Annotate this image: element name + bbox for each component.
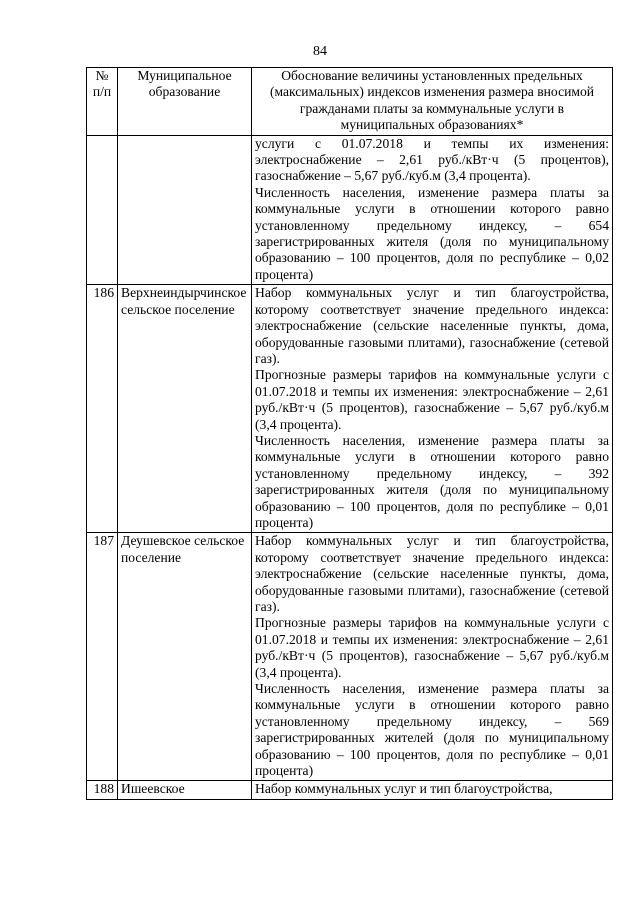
justification-paragraph: Численность населения, изменение размера платы за коммунальные услуги в отношении которого равно установленному предельному индексу, – 654 зарегистрированных жителя (доля по муниципальному образованию – 100 процентов, доля по республике – 0,02 процента): [255, 184, 609, 282]
page-number: 84: [313, 44, 327, 59]
justification-paragraph: Численность населения, изменение размера платы за коммунальные услуги в отношении которого равно установленному предельному индексу, – 392 зарегистрированных жителя (доля по муниципальному образованию – 100 процентов, доля по республике – 0,01 процента): [255, 432, 609, 530]
table-row: [87, 533, 613, 781]
justification-paragraph: Набор коммунальных услуг и тип благоустройства, которому соответствует значение предельного индекса: электроснабжение (сельские населенные пункты, дома, оборудованные газовыми плитами), газоснабжение (сетевой газ).: [255, 285, 609, 366]
justification-cell: [252, 533, 613, 781]
header-justification: Обоснование величины установленных предельных (максимальных) индексов изменения размера вносимой гражданами платы за коммунальные услуги в муниципальных образованиях*: [252, 68, 613, 136]
justification-paragraph: Прогнозные размеры тарифов на коммунальные услуги с 01.07.2018 и темпы их изменения: электроснабжение – 2,61 руб./кВт·ч (5 процентов), газоснабжение – 5,67 руб./куб.м (3,4 процента).: [255, 615, 609, 680]
tariff-index-table: [86, 67, 613, 800]
table-row: [87, 135, 613, 285]
municipality-name: Деушевское сельское поселение: [118, 533, 252, 781]
header-number: № п/п: [87, 68, 118, 136]
justification-cell: [252, 285, 613, 533]
justification-paragraph: Набор коммунальных услуг и тип благоустройства, которому соответствует значение предельного индекса: электроснабжение (сельские населенные пункты, дома, оборудованные газовыми плитами), газоснабжение (сетевой газ).: [255, 533, 609, 614]
municipality-name: Верхнеиндырчинское сельское поселение: [118, 285, 252, 533]
justification-cell: [252, 781, 613, 799]
row-number: 187: [87, 533, 118, 781]
table-row: [87, 781, 613, 799]
row-number: 188: [87, 781, 118, 799]
table-header-row: [87, 68, 613, 136]
justification-paragraph: Численность населения, изменение размера платы за коммунальные услуги в отношении которого равно установленному предельному индексу, – 569 зарегистрированных жителей (доля по муниципальному образованию – 100 процентов, доля по республике – 0,01 процента): [255, 681, 609, 779]
header-municipality: Муниципальное образование: [118, 68, 252, 136]
justification-paragraph: Прогнозные размеры тарифов на коммунальные услуги с 01.07.2018 и темпы их изменения: электроснабжение – 2,61 руб./кВт·ч (5 процентов), газоснабжение – 5,67 руб./куб.м (3,4 процента).: [255, 367, 609, 432]
municipality-name: Ишеевское: [118, 781, 252, 799]
justification-paragraph: Набор коммунальных услуг и тип благоустройства,: [255, 781, 553, 797]
justification-paragraph: услуги с 01.07.2018 и темпы их изменения: электроснабжение – 2,61 руб./кВт·ч (5 процентов), газоснабжение – 5,67 руб./куб.м (3,4 процента).: [255, 135, 609, 184]
justification-cell: [252, 135, 613, 285]
row-number: [87, 135, 118, 285]
row-number: 186: [87, 285, 118, 533]
municipality-name: [118, 135, 252, 285]
table-row: [87, 285, 613, 533]
